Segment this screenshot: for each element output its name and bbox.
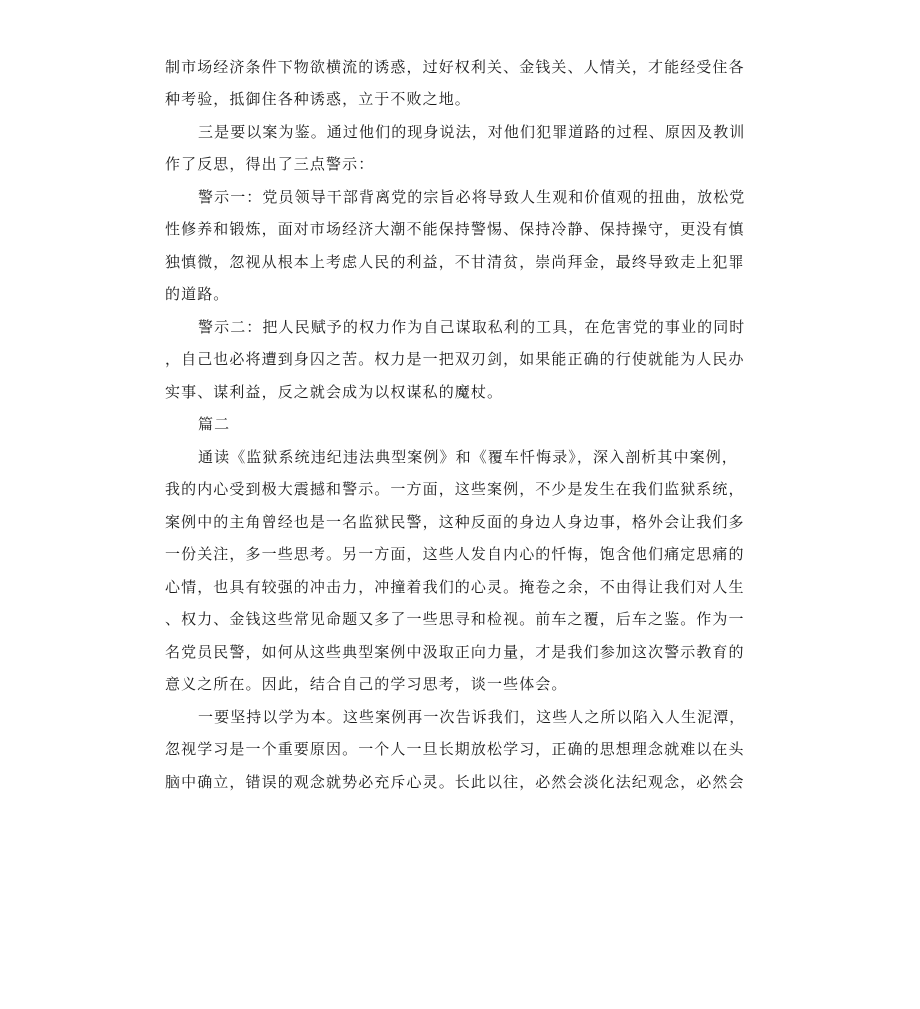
text-line: 制市场经济条件下物欲横流的诱惑，过好权利关、金钱关、人情关，才能经受住各 <box>165 58 745 76</box>
text-line: 脑中确立，错误的观念就势必充斥心灵。长此以往，必然会淡化法纪观念，必然会 <box>165 773 745 791</box>
section-heading: 篇二 <box>198 415 231 433</box>
text-line: 三是要以案为鉴。通过他们的现身说法，对他们犯罪道路的过程、原因及教训 <box>198 123 746 141</box>
text-line: 心情，也具有较强的冲击力，冲撞着我们的心灵。掩卷之余，不由得让我们对人生 <box>165 578 745 596</box>
text-line: 我的内心受到极大震撼和警示。一方面，这些案例，不少是发生在我们监狱系统， <box>165 480 745 498</box>
text-line: 名党员民警，如何从这些典型案例中汲取正向力量，才是我们参加这次警示教育的 <box>165 643 745 661</box>
text-line: 一份关注，多一些思考。另一方面，这些人发自内心的忏悔，饱含他们痛定思痛的 <box>165 545 745 563</box>
text-line: 作了反思，得出了三点警示： <box>165 155 375 173</box>
text-line: ，自己也必将遭到身囚之苦。权力是一把双刃剑，如果能正确的行使就能为人民办 <box>165 350 745 368</box>
text-line: 意义之所在。因此，结合自己的学习思考，谈一些体会。 <box>165 675 568 693</box>
text-line: 种考验，抵御住各种诱惑，立于不败之地。 <box>165 90 471 108</box>
text-line: 、权力、金钱这些常见命题又多了一些思寻和检视。前车之覆，后车之鉴。作为一 <box>165 610 745 628</box>
text-line: 实事、谋利益，反之就会成为以权谋私的魔杖。 <box>165 383 504 401</box>
text-line: 忽视学习是一个重要原因。一个人一旦长期放松学习，正确的思想理念就难以在头 <box>165 740 745 758</box>
text-line: 案例中的主角曾经也是一名监狱民警，这种反面的身边人身边事，格外会让我们多 <box>165 513 745 531</box>
text-line: 独慎微，忽视从根本上考虑人民的利益，不甘清贫，崇尚拜金，最终导致走上犯罪 <box>165 253 745 271</box>
text-line: 警示二：把人民赋予的权力作为自己谋取私利的工具，在危害党的事业的同时 <box>198 318 746 336</box>
text-line: 性修养和锻炼，面对市场经济大潮不能保持警惕、保持冷静、保持操守，更没有慎 <box>165 220 745 238</box>
text-line: 的道路。 <box>165 285 230 303</box>
text-line: 通读《监狱系统违纪违法典型案例》和《覆车忏悔录》，深入剖析其中案例， <box>198 448 738 466</box>
text-line: 一要坚持以学为本。这些案例再一次告诉我们，这些人之所以陷入人生泥潭， <box>198 708 746 726</box>
text-line: 警示一：党员领导干部背离党的宗旨必将导致人生观和价值观的扭曲，放松党 <box>198 188 746 206</box>
